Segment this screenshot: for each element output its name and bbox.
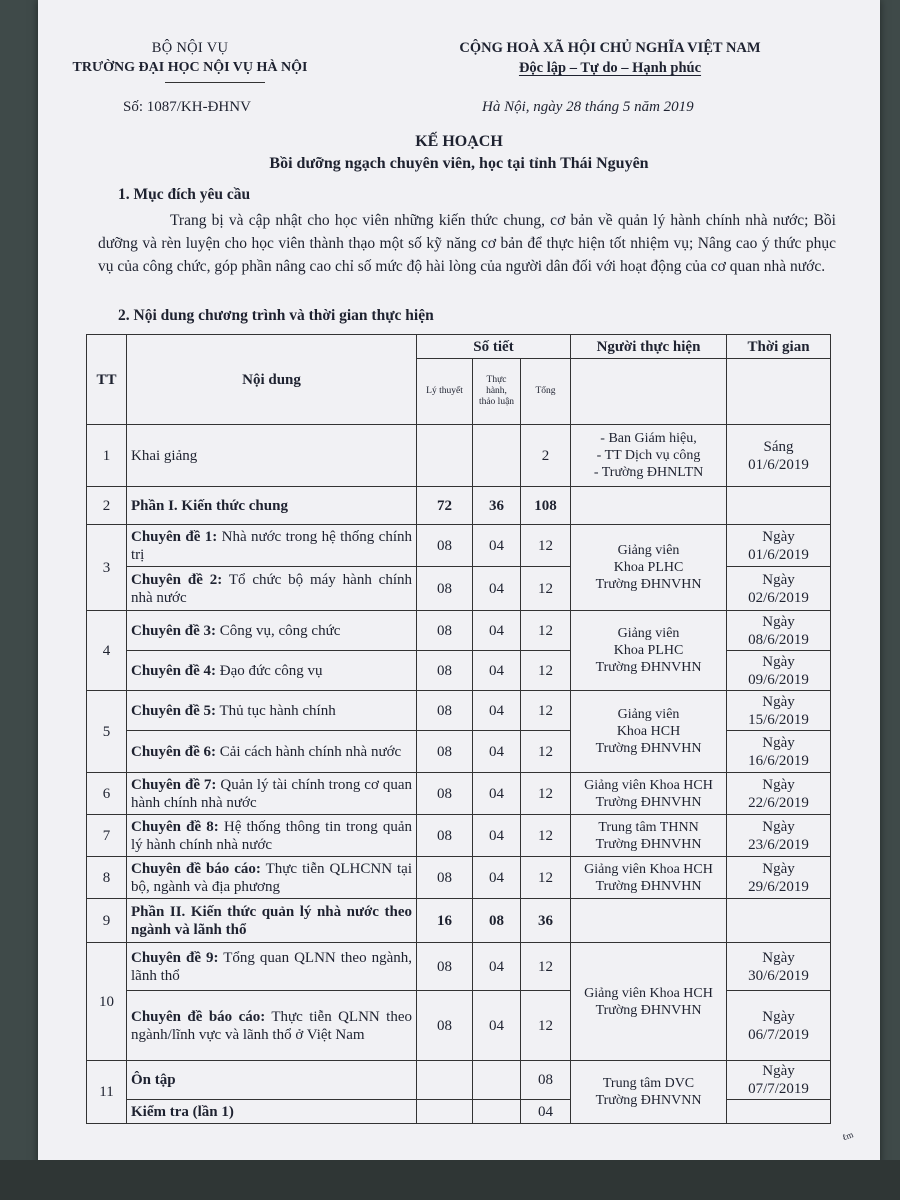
cell-practice: 04 xyxy=(473,815,521,857)
cell-practice: 04 xyxy=(473,991,521,1061)
cell-content xyxy=(127,731,417,773)
document-title: KẾ HOẠCH xyxy=(415,133,503,150)
topic-text: Cải cách hành chính nhà nước xyxy=(216,743,402,760)
cell-total: 12 xyxy=(521,731,571,773)
table-row xyxy=(87,899,831,943)
cell-person: Giảng viên Khoa PLHC Trường ĐHNVHN xyxy=(571,525,727,611)
cell-total: 12 xyxy=(521,991,571,1061)
cell-theory: 08 xyxy=(417,991,473,1061)
col-header-total: Tổng xyxy=(521,359,571,425)
cell-time: Ngày 02/6/2019 xyxy=(727,567,831,611)
cell-total: 12 xyxy=(521,943,571,991)
cell-time xyxy=(727,487,831,525)
cell-theory xyxy=(417,1061,473,1100)
table-row xyxy=(87,487,831,525)
topic-label: Chuyên đề 9: xyxy=(131,949,219,966)
handwritten-initials: ℓm xyxy=(840,1129,855,1143)
cell-person: Trung tâm THNN Trường ĐHNVHN xyxy=(571,815,727,857)
table-row xyxy=(87,857,831,899)
topic-label: Chuyên đề 6: xyxy=(131,743,217,760)
cell-theory xyxy=(417,425,473,487)
document-date: Hà Nội, ngày 28 tháng 5 năm 2019 xyxy=(482,99,694,115)
cell-practice: 04 xyxy=(473,651,521,691)
cell-theory: 08 xyxy=(417,815,473,857)
cell-theory: 08 xyxy=(417,943,473,991)
cell-theory: 08 xyxy=(417,525,473,567)
cell-total: 12 xyxy=(521,611,571,651)
topic-label: Chuyên đề báo cáo: xyxy=(131,860,261,877)
cell-content xyxy=(127,815,417,857)
cell-person xyxy=(571,899,727,943)
cell-time: Ngày 15/6/2019 xyxy=(727,691,831,731)
cell-total: 12 xyxy=(521,567,571,611)
topic-text: Đạo đức công vụ xyxy=(216,662,323,679)
cell-content xyxy=(127,611,417,651)
cell-practice: 08 xyxy=(473,899,521,943)
cell-tt: 3 xyxy=(87,525,127,611)
topic-label: Chuyên đề 8: xyxy=(131,818,219,835)
cell-person xyxy=(571,487,727,525)
cell-content xyxy=(127,1061,417,1100)
cell-time: Ngày 16/6/2019 xyxy=(727,731,831,773)
cell-time: Ngày 30/6/2019 xyxy=(727,943,831,991)
topic-text: Thực tiễn QLNN theo ngành/lĩnh vực và lãnh thổ ở Việt Nam xyxy=(131,1008,412,1043)
cell-tt: 11 xyxy=(87,1061,127,1124)
cell-content xyxy=(127,525,417,567)
header-underline xyxy=(165,82,265,83)
cell-person: - Ban Giám hiệu, - TT Dịch vụ công - Trường ĐHNLTN xyxy=(571,425,727,487)
table-row xyxy=(87,691,831,731)
cell-total: 08 xyxy=(521,1061,571,1100)
cell-practice: 04 xyxy=(473,525,521,567)
cell-practice: 04 xyxy=(473,691,521,731)
cell-time: Ngày 22/6/2019 xyxy=(727,773,831,815)
cell-person: Giảng viên Khoa HCH Trường ĐHNVHN xyxy=(571,773,727,815)
cell-practice: 36 xyxy=(473,487,521,525)
table-row xyxy=(87,815,831,857)
topic-text: Kiểm tra (lần 1) xyxy=(131,1103,234,1120)
school-name: TRƯỜNG ĐẠI HỌC NỘI VỤ HÀ NỘI xyxy=(72,60,308,75)
table-row xyxy=(87,943,831,991)
schedule-table xyxy=(86,334,831,1124)
topic-text: Quản lý tài chính trong cơ quan hành chính nhà nước xyxy=(131,776,413,811)
topic-text: Khai giảng xyxy=(131,447,198,464)
cell-person: Giảng viên Khoa PLHC Trường ĐHNVHN xyxy=(571,611,727,691)
cell-total: 36 xyxy=(521,899,571,943)
cell-total: 04 xyxy=(521,1100,571,1124)
section-2-heading: 2. Nội dung chương trình và thời gian thực hiện xyxy=(118,307,434,324)
cell-time: Ngày 06/7/2019 xyxy=(727,991,831,1061)
cell-content xyxy=(127,487,417,525)
document-number: Số: 1087/KH-ĐHNV xyxy=(123,99,251,115)
cell-theory: 08 xyxy=(417,773,473,815)
cell-tt: 5 xyxy=(87,691,127,773)
cell-time xyxy=(727,899,831,943)
cell-theory: 72 xyxy=(417,487,473,525)
cell-theory: 08 xyxy=(417,691,473,731)
cell-total: 2 xyxy=(521,425,571,487)
table-row xyxy=(87,1061,831,1100)
topic-label: Chuyên đề 7: xyxy=(131,776,217,793)
topic-text: Hệ thống thông tin trong quản lý hành chính nhà nước xyxy=(131,818,412,853)
cell-practice: 04 xyxy=(473,567,521,611)
col-header-person: Người thực hiện xyxy=(571,335,727,359)
topic-label: Chuyên đề 5: xyxy=(131,702,217,719)
background-surface xyxy=(0,1160,900,1200)
col-header-theory: Lý thuyết xyxy=(417,359,473,425)
cell-tt: 9 xyxy=(87,899,127,943)
col-header-content: Nội dung xyxy=(127,335,417,425)
cell-content xyxy=(127,857,417,899)
topic-text: Thực tiễn QLHCNN tại bộ, ngành và địa phương xyxy=(131,860,412,895)
cell-time xyxy=(727,1100,831,1124)
topic-text: Thủ tục hành chính xyxy=(216,702,336,719)
cell-total: 108 xyxy=(521,487,571,525)
section-1-paragraph xyxy=(98,209,836,278)
cell-total: 12 xyxy=(521,651,571,691)
document-subtitle: Bồi dưỡng ngạch chuyên viên, học tại tỉnh Thái Nguyên xyxy=(269,155,649,172)
cell-content xyxy=(127,567,417,611)
topic-label: Chuyên đề 3: xyxy=(131,622,217,639)
cell-content xyxy=(127,991,417,1061)
table-row xyxy=(87,611,831,651)
cell-practice: 04 xyxy=(473,857,521,899)
table-row xyxy=(87,525,831,567)
cell-content xyxy=(127,773,417,815)
cell-time: Ngày 01/6/2019 xyxy=(727,525,831,567)
table-row xyxy=(87,425,831,487)
cell-total: 12 xyxy=(521,815,571,857)
cell-tt: 10 xyxy=(87,943,127,1061)
cell-practice: 04 xyxy=(473,773,521,815)
cell-time: Ngày 23/6/2019 xyxy=(727,815,831,857)
cell-person: Giảng viên Khoa HCH Trường ĐHNVHN xyxy=(571,943,727,1061)
ministry-name: BỘ NỘI VỤ xyxy=(151,40,229,56)
cell-time: Ngày 08/6/2019 xyxy=(727,611,831,651)
cell-tt: 4 xyxy=(87,611,127,691)
cell-practice: 04 xyxy=(473,943,521,991)
cell-tt: 7 xyxy=(87,815,127,857)
cell-theory xyxy=(417,1100,473,1124)
cell-theory: 08 xyxy=(417,567,473,611)
cell-content xyxy=(127,425,417,487)
cell-practice xyxy=(473,1100,521,1124)
cell-total: 12 xyxy=(521,525,571,567)
cell-content xyxy=(127,1100,417,1124)
cell-practice xyxy=(473,1061,521,1100)
topic-label: Chuyên đề 4: xyxy=(131,662,217,679)
topic-text: Ôn tập xyxy=(131,1072,176,1088)
section-1-text: Trang bị và cập nhật cho học viên những kiến thức chung, cơ bản về quản lý hành chính nhà nước; Bồi dưỡng và rèn luyện cho học viên thành thạo một số kỹ năng cơ bản để thực hiện tốt nhiệm vụ; Nâng cao ý thức phục vụ của công chức, góp phần nâng cao chỉ số mức độ hài lòng của người dân đối với hoạt động của cơ quan nhà nước. xyxy=(98,212,836,275)
cell-person: Giảng viên Khoa HCH Trường ĐHNVHN xyxy=(571,691,727,773)
empty-cell xyxy=(571,359,727,425)
cell-content xyxy=(127,943,417,991)
national-header xyxy=(400,38,820,78)
table-row xyxy=(87,773,831,815)
cell-theory: 08 xyxy=(417,857,473,899)
cell-total: 12 xyxy=(521,691,571,731)
cell-practice: 04 xyxy=(473,731,521,773)
cell-total: 12 xyxy=(521,773,571,815)
cell-content xyxy=(127,899,417,943)
table-header-row xyxy=(87,335,831,359)
cell-theory: 08 xyxy=(417,731,473,773)
col-header-time: Thời gian xyxy=(727,335,831,359)
cell-person: Giảng viên Khoa HCH Trường ĐHNVHN xyxy=(571,857,727,899)
cell-tt: 2 xyxy=(87,487,127,525)
cell-theory: 08 xyxy=(417,611,473,651)
cell-practice xyxy=(473,425,521,487)
topic-text: Nhà nước trong hệ thống chính trị xyxy=(131,528,413,563)
cell-tt: 6 xyxy=(87,773,127,815)
topic-text: Phần II. Kiến thức quản lý nhà nước theo ngành và lãnh thổ xyxy=(131,903,412,938)
cell-theory: 16 xyxy=(417,899,473,943)
cell-time: Ngày 29/6/2019 xyxy=(727,857,831,899)
col-header-tt: TT xyxy=(87,335,127,425)
issuer-block xyxy=(60,38,320,78)
cell-person: Trung tâm DVC Trường ĐHNVNN xyxy=(571,1061,727,1124)
cell-total: 12 xyxy=(521,857,571,899)
topic-text: Phần I. Kiến thức chung xyxy=(131,497,288,514)
topic-text: Tổng quan QLNN theo ngành, lãnh thổ xyxy=(131,949,412,984)
cell-time: Sáng 01/6/2019 xyxy=(727,425,831,487)
schedule-table-wrapper xyxy=(86,334,831,1124)
motto: Độc lập – Tự do – Hạnh phúc xyxy=(518,60,702,76)
topic-text: Tổ chức bộ máy hành chính nhà nước xyxy=(131,571,413,606)
cell-tt: 8 xyxy=(87,857,127,899)
cell-tt: 1 xyxy=(87,425,127,487)
cell-content xyxy=(127,651,417,691)
topic-label: Chuyên đề báo cáo: xyxy=(131,1008,266,1025)
cell-time: Ngày 09/6/2019 xyxy=(727,651,831,691)
empty-cell xyxy=(727,359,831,425)
cell-content xyxy=(127,691,417,731)
country-name: CỘNG HOÀ XÃ HỘI CHỦ NGHĨA VIỆT NAM xyxy=(459,40,761,56)
cell-time: Ngày 07/7/2019 xyxy=(727,1061,831,1100)
cell-practice: 04 xyxy=(473,611,521,651)
col-header-practice: Thực hành, thảo luận xyxy=(473,359,521,425)
section-1-heading: 1. Mục đích yêu cầu xyxy=(118,186,251,203)
topic-label: Chuyên đề 1: xyxy=(131,528,218,545)
topic-label: Chuyên đề 2: xyxy=(131,571,223,588)
cell-theory: 08 xyxy=(417,651,473,691)
topic-text: Công vụ, công chức xyxy=(216,622,341,639)
col-header-periods: Số tiết xyxy=(417,335,571,359)
